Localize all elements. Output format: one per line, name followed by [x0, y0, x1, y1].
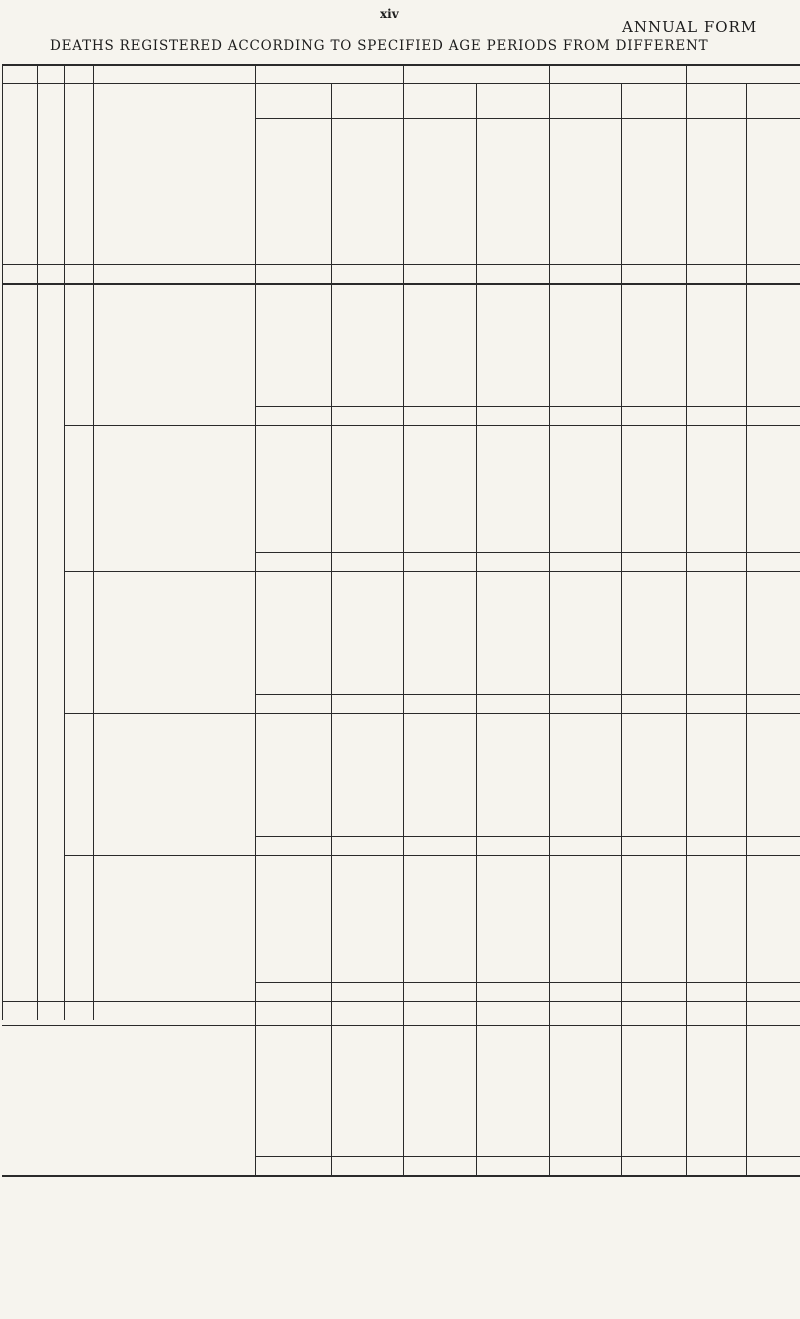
rule [621, 1020, 622, 1175]
rule [746, 1020, 747, 1175]
rule [2, 1175, 800, 1177]
rule [403, 1020, 404, 1175]
rule [2, 64, 3, 1020]
rule [255, 694, 800, 695]
form-title: ANNUAL FORM [622, 18, 758, 36]
rule [37, 64, 38, 1020]
rule [255, 552, 800, 553]
rule [2, 83, 800, 84]
rule [2, 1001, 800, 1002]
rule [255, 836, 800, 837]
page-number: xiv [380, 7, 399, 21]
rule [255, 1020, 256, 1175]
rule [255, 982, 800, 983]
rule [403, 64, 404, 1020]
rule [476, 1020, 477, 1175]
rule [255, 1156, 800, 1157]
rule [64, 713, 800, 714]
rule [64, 425, 800, 426]
rule [64, 64, 65, 1020]
rule [686, 64, 687, 1020]
rule [549, 1020, 550, 1175]
rule [93, 64, 94, 1020]
rule [2, 283, 800, 285]
rule [2, 264, 800, 265]
rule [2, 64, 800, 66]
rule [255, 406, 800, 407]
rule [255, 118, 800, 119]
rule [64, 571, 800, 572]
rule [549, 64, 550, 1020]
rule [331, 1020, 332, 1175]
table-title: DEATHS REGISTERED ACCORDING TO SPECIFIED AGE PERIODS FROM DIFFERENT [50, 38, 709, 54]
rule [255, 64, 256, 1020]
rule [686, 1020, 687, 1175]
rule [64, 855, 800, 856]
rule [2, 1025, 800, 1026]
